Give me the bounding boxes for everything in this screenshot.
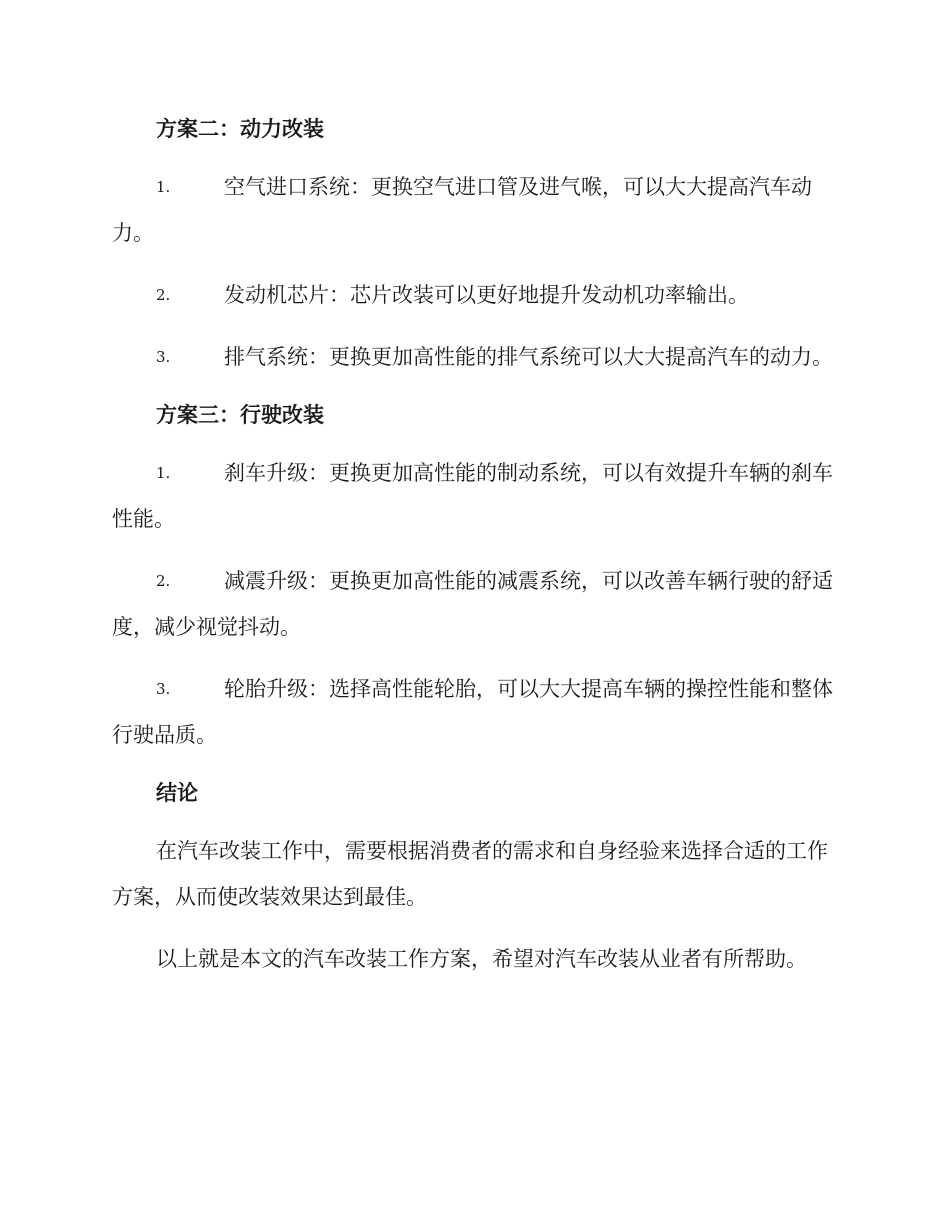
list-item xyxy=(112,334,834,380)
section-heading-power: 方案二：动力改装 xyxy=(156,117,324,141)
closing-paragraph: 以上就是本文的汽车改装工作方案，希望对汽车改装从业者有所帮助。 xyxy=(156,947,807,971)
list-item xyxy=(112,164,834,256)
list-item xyxy=(112,272,834,318)
list-item-number: 2. xyxy=(156,286,171,304)
list-item xyxy=(112,666,834,758)
list-item-text: 排气系统：更换更加高性能的排气系统可以大大提高汽车的动力。 xyxy=(224,345,833,369)
section-heading-driving: 方案三：行驶改装 xyxy=(156,403,324,427)
conclusion-paragraph: 在汽车改装工作中，需要根据消费者的需求和自身经验来选择合适的工作方案，从而使改装效果达到最佳。 xyxy=(112,839,828,909)
list-item-number: 3. xyxy=(156,348,171,366)
list-item-text: 减震升级：更换更加高性能的减震系统，可以改善车辆行驶的舒适度，减少视觉抖动。 xyxy=(112,569,833,639)
document-page xyxy=(112,110,834,998)
list-item-text: 刹车升级：更换更加高性能的制动系统，可以有效提升车辆的刹车性能。 xyxy=(112,461,833,531)
list-item-number: 3. xyxy=(156,680,171,698)
list-item-text: 轮胎升级：选择高性能轮胎，可以大大提高车辆的操控性能和整体行驶品质。 xyxy=(112,677,833,747)
list-item-number: 1. xyxy=(156,178,171,196)
list-item xyxy=(112,450,834,542)
list-item-text: 空气进口系统：更换空气进口管及进气喉，可以大大提高汽车动力。 xyxy=(112,175,812,245)
list-item-text: 发动机芯片：芯片改装可以更好地提升发动机功率输出。 xyxy=(224,283,749,307)
list-item-number: 2. xyxy=(156,572,171,590)
conclusion-heading: 结论 xyxy=(156,781,198,805)
list-item-number: 1. xyxy=(156,464,171,482)
list-item xyxy=(112,558,834,650)
